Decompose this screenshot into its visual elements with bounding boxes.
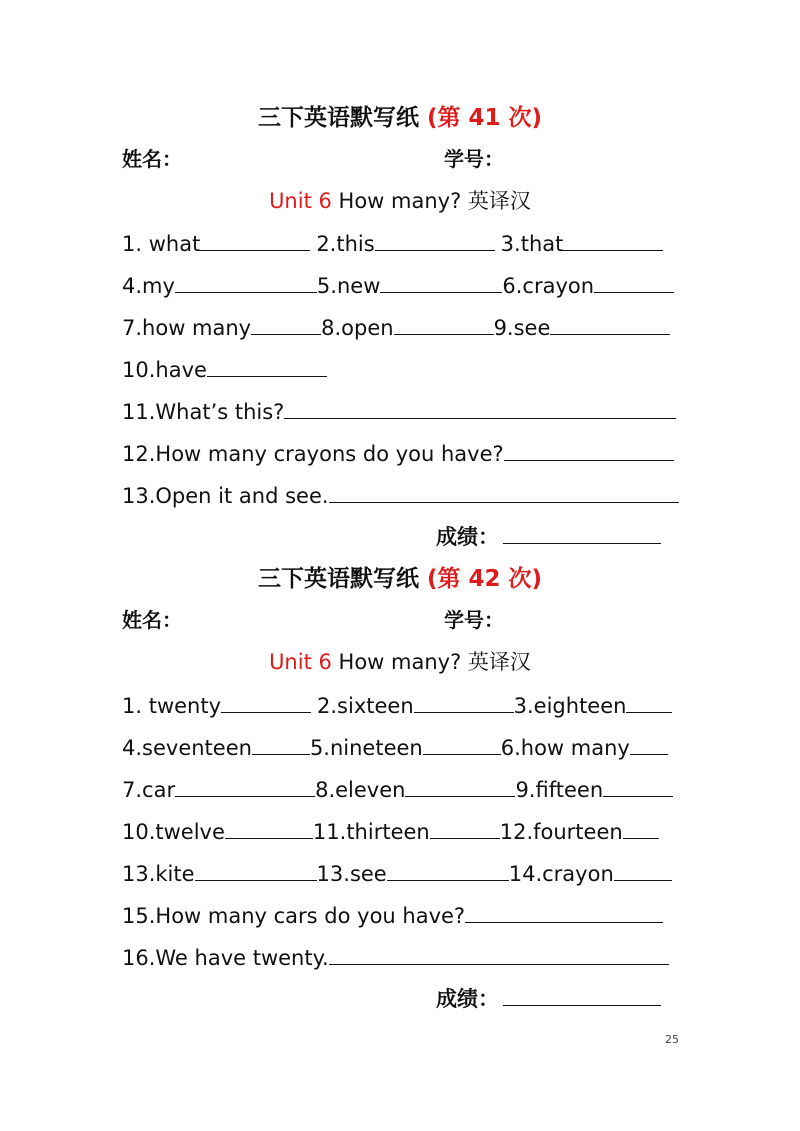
answer-blank[interactable] (200, 230, 310, 251)
unit-title: How many? 英译汉 (331, 189, 531, 213)
unit-label: Unit 6 (269, 189, 332, 213)
sentence-text: 13.Open it and see. (122, 484, 329, 508)
answer-blank[interactable] (430, 818, 500, 839)
word-text: 5.new (316, 274, 381, 298)
word-row (122, 272, 674, 299)
word-text: 4.seventeen (122, 736, 252, 760)
word-text: 1. what (122, 232, 201, 256)
score-blank[interactable] (503, 523, 661, 544)
word-item (122, 356, 327, 383)
sentence-text: 16.We have twenty. (122, 946, 329, 970)
sentence-row (122, 944, 669, 971)
word-row (122, 734, 668, 761)
score-blank[interactable] (503, 985, 661, 1006)
word-item (313, 818, 500, 845)
word-item (500, 818, 659, 845)
answer-blank[interactable] (603, 776, 673, 797)
unit-title: How many? 英译汉 (331, 650, 531, 674)
word-text: 9.fifteen (515, 778, 604, 802)
answer-blank[interactable] (375, 230, 495, 251)
word-text: 7.car (122, 778, 176, 802)
word-text: 9.see (493, 316, 551, 340)
word-text: 11.thirteen (312, 820, 430, 844)
name-label: 姓名： (122, 608, 182, 632)
answer-blank[interactable] (225, 818, 313, 839)
word-item (122, 860, 317, 887)
word-item (122, 314, 321, 341)
answer-blank[interactable] (423, 734, 501, 755)
word-text: 13.kite (122, 862, 195, 886)
word-item (122, 692, 311, 719)
sentence-row (122, 398, 676, 425)
title-round: (第 42 次) (426, 566, 543, 592)
answer-blank[interactable] (387, 860, 509, 881)
sentence-text: 15.How many cars do you have? (122, 904, 466, 928)
answer-blank[interactable] (594, 272, 674, 293)
unit-heading (0, 187, 800, 215)
score-label: 成绩： (436, 525, 499, 549)
answer-blank[interactable] (623, 818, 659, 839)
word-item (514, 692, 673, 719)
word-row (122, 314, 670, 341)
title-round: (第 41 次) (426, 105, 543, 131)
word-text: 10.have (122, 358, 207, 382)
answer-blank[interactable] (175, 272, 317, 293)
student-id-label: 学号： (444, 147, 504, 171)
answer-blank[interactable] (251, 314, 321, 335)
score-label: 成绩： (436, 987, 499, 1011)
word-item (122, 818, 313, 845)
answer-blank[interactable] (175, 776, 315, 797)
word-item (122, 776, 315, 803)
answer-blank[interactable] (405, 776, 515, 797)
word-item (122, 230, 310, 257)
word-item (502, 272, 674, 299)
word-item (317, 692, 514, 719)
word-text: 4.my (122, 274, 175, 298)
answer-blank[interactable] (550, 314, 670, 335)
page-number: 25 (665, 1033, 679, 1046)
answer-blank[interactable] (329, 482, 679, 503)
answer-blank[interactable] (465, 902, 663, 923)
score-line (436, 985, 661, 1013)
word-text: 6.crayon (502, 274, 595, 298)
word-item (122, 734, 310, 761)
word-item (315, 776, 515, 803)
word-row (122, 776, 673, 803)
word-item (321, 314, 493, 341)
word-row (122, 692, 672, 719)
answer-blank[interactable] (414, 692, 514, 713)
answer-blank[interactable] (630, 734, 668, 755)
word-text: 14.crayon (508, 862, 614, 886)
word-item (310, 734, 501, 761)
sheet-title (0, 564, 800, 594)
word-item (317, 272, 502, 299)
title-text: 三下英语默写纸 (257, 105, 419, 131)
answer-blank[interactable] (221, 692, 311, 713)
student-id-label: 学号： (444, 608, 504, 632)
answer-blank[interactable] (207, 356, 327, 377)
word-row (122, 356, 327, 383)
word-text: 10.twelve (122, 820, 225, 844)
answer-blank[interactable] (329, 944, 669, 965)
sentence-row (122, 902, 663, 929)
answer-blank[interactable] (252, 734, 310, 755)
sentence-row (122, 482, 679, 509)
answer-blank[interactable] (504, 440, 674, 461)
word-item (509, 860, 672, 887)
sentence-text: 11.What’s this? (122, 400, 285, 424)
word-text: 5.nineteen (309, 736, 423, 760)
word-row (122, 230, 663, 257)
name-label: 姓名： (122, 147, 182, 171)
sheet-title (0, 103, 800, 133)
title-text: 三下英语默写纸 (257, 566, 419, 592)
word-text: 6.how many (500, 736, 630, 760)
unit-heading (0, 648, 800, 676)
sentence-row (122, 440, 674, 467)
word-item (494, 314, 671, 341)
word-text: 3.eighteen (513, 694, 627, 718)
sentence-text: 12.How many crayons do you have? (122, 442, 504, 466)
word-item (316, 230, 494, 257)
word-item (515, 776, 673, 803)
score-line (436, 523, 661, 551)
answer-blank[interactable] (195, 860, 317, 881)
word-text: 13.see (316, 862, 387, 886)
word-text: 8.open (321, 316, 394, 340)
word-text: 12.fourteen (499, 820, 623, 844)
unit-label: Unit 6 (269, 650, 332, 674)
answer-blank[interactable] (563, 230, 663, 251)
word-item (501, 734, 668, 761)
answer-blank[interactable] (380, 272, 502, 293)
word-item (122, 272, 317, 299)
word-text: 7.how many (122, 316, 252, 340)
word-row (122, 818, 659, 845)
word-item (501, 230, 664, 257)
word-text: 3.that (500, 232, 564, 256)
answer-blank[interactable] (626, 692, 672, 713)
word-text: 2.this (316, 232, 375, 256)
word-text: 8.eleven (315, 778, 406, 802)
word-text: 1. twenty (122, 694, 222, 718)
answer-blank[interactable] (284, 398, 676, 419)
word-text: 2.sixteen (317, 694, 414, 718)
word-row (122, 860, 672, 887)
word-item (317, 860, 509, 887)
answer-blank[interactable] (614, 860, 672, 881)
answer-blank[interactable] (394, 314, 494, 335)
